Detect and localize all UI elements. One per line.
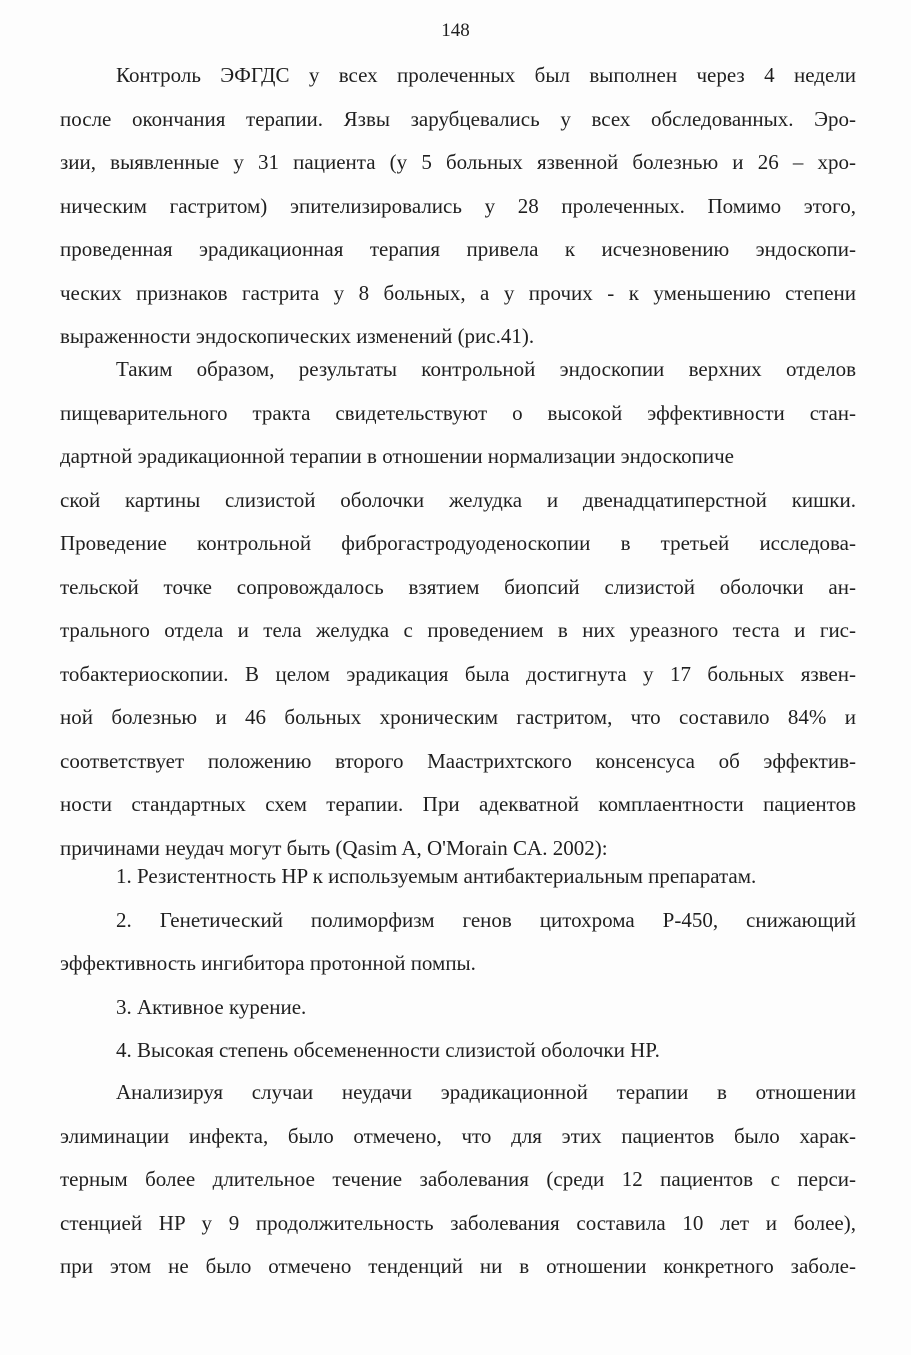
paragraph-line: соответствует положению второго Маастрихтского консенсуса об эффектив- bbox=[60, 748, 856, 773]
paragraph-1 bbox=[60, 54, 856, 359]
paragraph-line: причинами неудач могут быть (Qasim A, O'Morain CA. 2002): bbox=[60, 835, 608, 860]
paragraph-line: проведенная эрадикационная терапия привела к исчезновению эндоскопи- bbox=[60, 237, 856, 261]
paragraph-line: ской картины слизистой оболочки желудка и двенадцатиперстной кишки. bbox=[60, 487, 856, 512]
paragraph-line: после окончания терапии. Язвы зарубцевались у всех обследованных. Эро- bbox=[60, 106, 856, 131]
paragraph-line: выраженности эндоскопических изменений (рис.41). bbox=[60, 324, 535, 348]
paragraph-line: ническим гастритом) эпителизировались у 28 пролеченных. Помимо этого, bbox=[60, 193, 856, 218]
list-item: 1. Резистентность HP к используемым антибактериальным препаратам. bbox=[116, 864, 757, 888]
paragraph-2 bbox=[60, 348, 856, 870]
paragraph-line: Контроль ЭФГДС у всех пролеченных был выполнен через 4 недели bbox=[116, 63, 856, 87]
list-item: 3. Активное курение. bbox=[116, 994, 307, 1019]
paragraph-line: при этом не было отмечено тенденций ни в отношении конкретного заболе- bbox=[60, 1254, 856, 1278]
paragraph-line: терным более длительное течение заболевания (среди 12 пациентов с перси- bbox=[60, 1167, 856, 1191]
paragraph-line: зии, выявленные у 31 пациента (у 5 больных язвенной болезнью и 26 – хро- bbox=[60, 150, 856, 174]
paragraph-line: ческих признаков гастрита у 8 больных, а у прочих - к уменьшению степени bbox=[60, 280, 856, 305]
list-item-continuation: эффективность ингибитора протонной помпы. bbox=[60, 951, 476, 975]
paragraph-3 bbox=[60, 1071, 856, 1289]
paragraph-line: элиминации инфекта, было отмечено, что для этих пациентов было харак- bbox=[60, 1123, 856, 1148]
paragraph-line: дартной эрадикационной терапии в отношении нормализации эндоскопиче bbox=[60, 444, 734, 468]
paragraph-line: ности стандартных схем терапии. При адекватной комплаентности пациентов bbox=[60, 792, 856, 816]
paragraph-line: трального отдела и тела желудка с проведением в них уреазного теста и гис- bbox=[60, 618, 856, 642]
paragraph-line: стенцией HP у 9 продолжительность заболевания составила 10 лет и более), bbox=[60, 1210, 856, 1235]
paragraph-line: тельской точке сопровождалось взятием биопсий слизистой оболочки ан- bbox=[60, 574, 856, 599]
paragraph-line: ной болезнью и 46 больных хроническим гастритом, что составило 84% и bbox=[60, 705, 856, 729]
paragraph-line: Проведение контрольной фиброгастродуоденоскопии в третьей исследова- bbox=[60, 531, 856, 555]
list-item: 2. Генетический полиморфизм генов цитохрома P-450, снижающий bbox=[116, 907, 856, 932]
paragraph-line: Анализируя случаи неудачи эрадикационной терапии в отношении bbox=[116, 1080, 856, 1104]
list-item: 4. Высокая степень обсемененности слизистой оболочки HP. bbox=[116, 1038, 660, 1062]
paragraph-line: Таким образом, результаты контрольной эндоскопии верхних отделов bbox=[116, 357, 856, 381]
reasons-list bbox=[60, 855, 856, 1073]
page-number: 148 bbox=[441, 20, 470, 41]
paragraph-line: тобактериоскопии. В целом эрадикация была достигнута у 17 больных язвен- bbox=[60, 661, 856, 686]
paragraph-line: пищеварительного тракта свидетельствуют о высокой эффективности стан- bbox=[60, 400, 856, 425]
